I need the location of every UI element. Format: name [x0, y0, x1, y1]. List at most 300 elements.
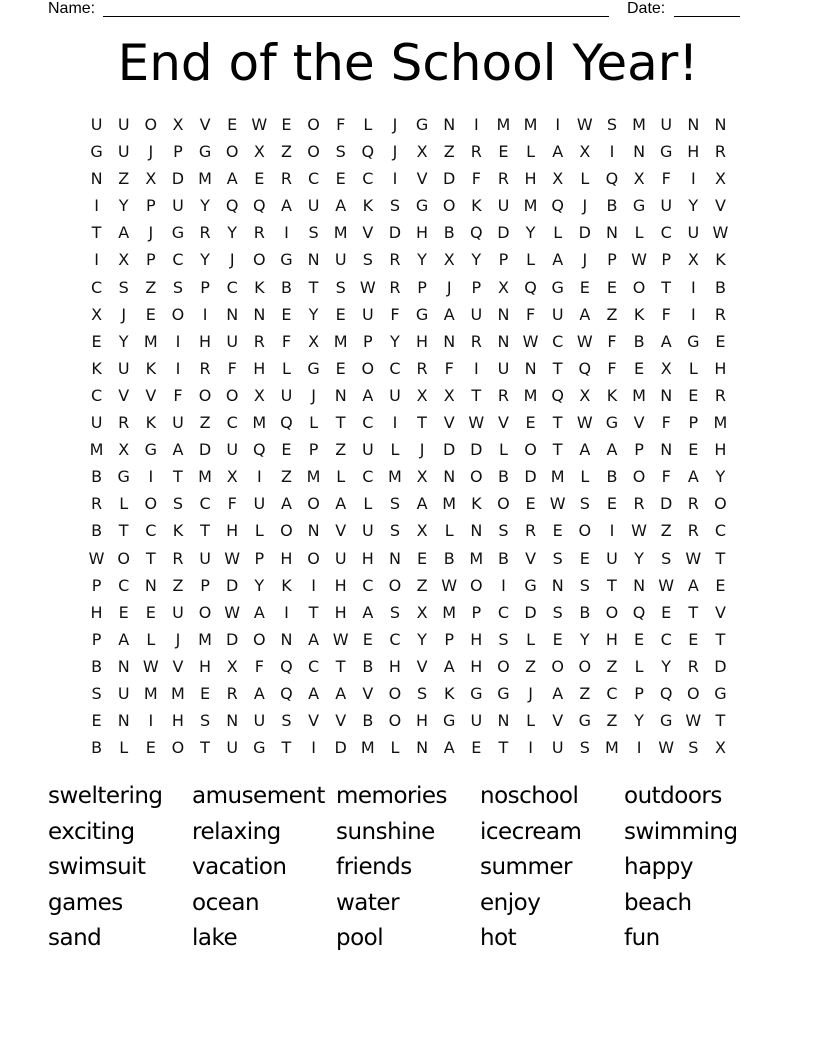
grid-letter: X — [226, 656, 238, 676]
grid-letter: J — [392, 115, 398, 134]
grid-letter: Y — [390, 331, 400, 351]
grid-letter: U — [470, 304, 483, 324]
grid-letter: Z — [280, 467, 292, 487]
grid-letter: D — [443, 440, 456, 460]
grid-letter: U — [606, 548, 618, 568]
grid-letter: L — [526, 250, 536, 270]
grid-letter: B — [579, 602, 591, 622]
grid-letter: C — [660, 629, 672, 649]
grid-letter: H — [334, 575, 347, 595]
grid-letter: W — [685, 548, 702, 568]
grid-letter: P — [634, 440, 644, 460]
grid-letter: A — [118, 629, 130, 649]
grid-letter: J — [121, 304, 127, 324]
grid-letter: I — [94, 250, 99, 270]
grid-letter: X — [253, 385, 265, 405]
grid-letter: Y — [634, 548, 644, 568]
grid-letter: N — [497, 711, 510, 731]
grid-letter: E — [145, 602, 156, 622]
grid-letter: N — [334, 385, 347, 405]
grid-letter: R — [172, 548, 184, 568]
grid-letter: L — [336, 467, 346, 487]
grid-letter: F — [390, 304, 400, 324]
grid-letter: V — [416, 169, 428, 189]
grid-letter: Y — [417, 250, 427, 270]
grid-letter: Z — [145, 277, 157, 297]
grid-letter: U — [497, 196, 510, 216]
grid-letter: M — [523, 385, 538, 405]
grid-letter: Q — [280, 656, 293, 676]
grid-letter: C — [90, 277, 103, 297]
grid-letter: Y — [227, 223, 238, 243]
grid-letter: C — [172, 250, 184, 270]
grid-letter: J — [446, 277, 452, 297]
grid-letter: F — [661, 413, 671, 433]
grid-letter: A — [335, 196, 347, 216]
grid-letter: G — [605, 413, 619, 433]
grid-letter: R — [226, 683, 238, 703]
grid-letter: E — [227, 115, 238, 134]
grid-letter: E — [525, 494, 536, 514]
grid-letter: G — [415, 196, 429, 216]
grid-letter: C — [118, 575, 130, 595]
grid-letter: X — [443, 385, 455, 405]
grid-letter: A — [416, 494, 428, 514]
grid-letter: R — [497, 385, 509, 405]
grid-letter: P — [362, 331, 373, 351]
grid-letter: O — [497, 656, 510, 676]
grid-letter: E — [661, 602, 672, 622]
grid-letter: L — [119, 738, 129, 758]
grid-letter: P — [471, 602, 482, 622]
grid-letter: X — [660, 358, 672, 378]
grid-letter: U — [117, 358, 130, 378]
grid-letter: C — [389, 629, 401, 649]
grid-letter: U — [117, 683, 130, 703]
grid-letter: L — [688, 358, 698, 378]
grid-letter: X — [416, 521, 428, 541]
grid-letter: L — [390, 738, 400, 758]
grid-letter: T — [91, 223, 102, 243]
grid-letter: O — [388, 683, 402, 703]
word-list-item: friends — [336, 854, 412, 880]
grid-letter: T — [281, 738, 292, 758]
grid-letter: Y — [118, 196, 129, 216]
grid-letter: B — [362, 711, 374, 731]
grid-letter: U — [172, 602, 184, 622]
grid-letter: F — [607, 331, 617, 351]
grid-letter: O — [524, 440, 537, 460]
grid-letter: U — [687, 223, 700, 243]
grid-letter: V — [145, 385, 157, 405]
grid-letter: U — [361, 304, 374, 324]
grid-letter: B — [497, 548, 509, 568]
grid-letter: J — [419, 440, 425, 460]
grid-letter: H — [687, 142, 700, 162]
grid-letter: L — [526, 711, 536, 731]
grid-letter: M — [198, 467, 212, 487]
grid-letter: U — [199, 548, 211, 568]
grid-letter: S — [172, 494, 184, 514]
grid-letter: Y — [715, 467, 726, 487]
grid-letter: O — [280, 521, 293, 541]
grid-letter: U — [389, 385, 401, 405]
grid-letter: K — [254, 277, 265, 297]
grid-letter: S — [579, 494, 590, 514]
grid-letter: W — [224, 548, 241, 568]
grid-letter: Q — [551, 196, 564, 216]
grid-letter: Y — [118, 331, 129, 351]
grid-letter: M — [333, 223, 348, 243]
grid-letter: Q — [361, 142, 375, 162]
grid-letter: M — [333, 331, 348, 351]
grid-letter: N — [497, 331, 510, 351]
grid-letter: G — [198, 142, 212, 162]
grid-letter: M — [550, 467, 565, 487]
grid-letter: Z — [606, 656, 618, 676]
grid-letter: Y — [579, 629, 590, 649]
grid-letter: W — [576, 115, 593, 134]
grid-letter: F — [661, 169, 671, 189]
grid-letter: V — [416, 656, 428, 676]
grid-letter: P — [91, 575, 102, 595]
grid-letter: L — [119, 494, 129, 514]
grid-letter: R — [525, 521, 537, 541]
grid-letter: C — [660, 223, 672, 243]
grid-letter: U — [361, 521, 374, 541]
grid-letter: P — [91, 629, 102, 649]
grid-letter: O — [225, 385, 239, 405]
grid-letter: A — [172, 440, 184, 460]
grid-letter: S — [606, 115, 618, 134]
grid-letter: Q — [470, 223, 483, 243]
grid-letter: X — [579, 142, 591, 162]
grid-letter: I — [311, 738, 316, 758]
grid-letter: F — [336, 115, 346, 134]
grid-letter: H — [253, 358, 266, 378]
grid-letter: I — [392, 169, 398, 189]
word-list-item: swimming — [624, 818, 738, 845]
grid-letter: M — [605, 738, 619, 758]
letter-grid — [83, 111, 734, 761]
grid-letter: Y — [471, 250, 482, 270]
grid-letter: N — [714, 115, 727, 134]
grid-letter: U — [90, 115, 103, 134]
grid-letter: G — [470, 683, 483, 703]
grid-letter: F — [525, 304, 536, 324]
grid-letter: E — [200, 683, 211, 703]
name-blank-line[interactable] — [103, 16, 609, 17]
grid-letter: J — [311, 385, 316, 405]
grid-letter: T — [552, 413, 563, 433]
grid-letter: R — [199, 358, 211, 378]
grid-letter: T — [688, 602, 699, 622]
grid-letter: W — [88, 548, 105, 568]
grid-letter: N — [280, 629, 293, 649]
grid-letter: A — [579, 304, 591, 324]
grid-letter: M — [89, 440, 104, 460]
grid-letter: A — [308, 629, 320, 649]
grid-letter: E — [606, 277, 617, 297]
grid-letter: U — [334, 548, 347, 568]
grid-letter: Z — [335, 440, 347, 460]
grid-letter: T — [200, 738, 210, 758]
grid-letter: R — [687, 521, 699, 541]
grid-letter: B — [714, 277, 726, 297]
grid-letter: I — [175, 331, 181, 351]
grid-letter: X — [118, 250, 130, 270]
grid-letter: N — [307, 521, 320, 541]
grid-letter: S — [308, 223, 319, 243]
grid-letter: G — [687, 331, 700, 351]
grid-letter: O — [578, 521, 592, 541]
grid-letter: T — [308, 277, 319, 297]
grid-letter: G — [253, 738, 266, 758]
grid-letter: R — [389, 277, 401, 297]
grid-letter: Z — [660, 521, 672, 541]
grid-letter: K — [443, 683, 455, 703]
grid-letter: K — [145, 358, 157, 378]
grid-letter: F — [471, 169, 481, 189]
date-blank-line[interactable] — [674, 16, 740, 17]
grid-letter: K — [145, 413, 157, 433]
grid-letter: B — [362, 656, 374, 676]
grid-letter: H — [714, 440, 727, 460]
grid-letter: E — [634, 358, 645, 378]
grid-letter: D — [198, 440, 212, 460]
grid-letter: R — [687, 494, 699, 514]
grid-letter: M — [496, 115, 511, 134]
grid-letter: B — [443, 548, 455, 568]
word-list-item: amusement — [192, 783, 325, 809]
grid-letter: A — [552, 683, 564, 703]
grid-letter: R — [714, 385, 726, 405]
grid-letter: H — [199, 331, 212, 351]
grid-letter: A — [280, 196, 292, 216]
grid-letter: F — [254, 656, 264, 676]
grid-letter: L — [363, 494, 373, 514]
grid-letter: W — [576, 331, 593, 351]
grid-letter: M — [469, 548, 484, 568]
grid-letter: H — [416, 331, 429, 351]
grid-letter: I — [94, 196, 99, 216]
grid-letter: H — [416, 711, 429, 731]
grid-letter: N — [90, 169, 103, 189]
grid-letter: D — [334, 738, 347, 758]
grid-letter: E — [525, 413, 536, 433]
grid-letter: A — [253, 602, 265, 622]
word-list-item: memories — [336, 783, 448, 809]
grid-letter: X — [253, 142, 265, 162]
grid-letter: R — [714, 304, 726, 324]
grid-letter: R — [687, 656, 699, 676]
grid-letter: K — [633, 304, 645, 324]
grid-letter: V — [633, 413, 645, 433]
grid-letter: G — [714, 683, 727, 703]
grid-letter: V — [335, 711, 347, 731]
grid-letter: E — [335, 169, 346, 189]
grid-letter: H — [714, 358, 727, 378]
grid-letter: G — [551, 277, 564, 297]
grid-letter: I — [148, 711, 154, 731]
grid-letter: L — [254, 521, 264, 541]
grid-letter: B — [633, 331, 645, 351]
word-list-item: sweltering — [48, 783, 163, 809]
grid-letter: R — [91, 494, 103, 514]
grid-letter: O — [361, 358, 375, 378]
grid-letter: X — [91, 304, 103, 324]
grid-letter: D — [497, 223, 510, 243]
grid-letter: M — [713, 413, 728, 433]
grid-letter: O — [198, 385, 212, 405]
grid-letter: E — [498, 142, 509, 162]
grid-letter: M — [360, 738, 375, 758]
grid-letter: V — [497, 413, 509, 433]
grid-letter: M — [143, 331, 158, 351]
grid-letter: F — [661, 467, 671, 487]
grid-letter: L — [526, 142, 536, 162]
grid-letter: L — [553, 223, 563, 243]
grid-letter: A — [606, 440, 618, 460]
grid-letter: I — [256, 467, 262, 487]
grid-letter: T — [335, 656, 346, 676]
grid-letter: W — [522, 331, 539, 351]
grid-letter: E — [362, 629, 373, 649]
grid-letter: Z — [579, 683, 591, 703]
grid-letter: S — [335, 277, 346, 297]
grid-letter: B — [280, 277, 292, 297]
grid-letter: P — [607, 250, 617, 270]
grid-letter: F — [227, 358, 237, 378]
grid-letter: C — [226, 277, 238, 297]
grid-letter: S — [661, 548, 672, 568]
grid-letter: O — [388, 711, 402, 731]
grid-letter: D — [226, 629, 239, 649]
grid-letter: P — [444, 629, 455, 649]
grid-letter: G — [524, 575, 537, 595]
grid-letter: W — [658, 738, 675, 758]
grid-letter: S — [172, 277, 184, 297]
grid-letter: V — [199, 115, 211, 134]
grid-letter: J — [582, 250, 588, 270]
grid-letter: M — [143, 683, 158, 703]
grid-letter: T — [308, 602, 319, 622]
grid-letter: A — [443, 304, 455, 324]
grid-letter: S — [389, 494, 401, 514]
grid-letter: H — [199, 656, 212, 676]
grid-letter: N — [443, 467, 456, 487]
grid-letter: Q — [225, 196, 239, 216]
grid-letter: G — [415, 304, 429, 324]
grid-letter: Q — [659, 683, 673, 703]
grid-letter: Q — [632, 602, 646, 622]
grid-letter: O — [470, 575, 483, 595]
grid-letter: H — [416, 223, 429, 243]
grid-letter: M — [198, 629, 212, 649]
grid-letter: X — [579, 385, 591, 405]
grid-letter: V — [443, 413, 455, 433]
grid-letter: M — [523, 115, 538, 134]
grid-letter: E — [688, 385, 699, 405]
grid-letter: G — [659, 711, 673, 731]
grid-letter: C — [199, 494, 211, 514]
grid-letter: S — [389, 196, 401, 216]
grid-letter: P — [471, 277, 482, 297]
word-list-item: beach — [624, 889, 692, 916]
grid-letter: I — [284, 602, 289, 622]
grid-letter: O — [632, 277, 646, 297]
grid-letter: S — [552, 602, 563, 622]
grid-letter: T — [552, 358, 563, 378]
grid-letter: I — [555, 115, 561, 134]
grid-letter: Q — [253, 196, 266, 216]
grid-letter: U — [226, 738, 239, 758]
grid-letter: C — [389, 358, 401, 378]
grid-letter: E — [417, 548, 428, 568]
grid-letter: L — [580, 467, 590, 487]
grid-letter: O — [117, 548, 130, 568]
grid-letter: P — [661, 250, 672, 270]
grid-letter: A — [308, 683, 320, 703]
grid-letter: Z — [525, 656, 537, 676]
word-list-item: games — [48, 889, 123, 916]
grid-letter: S — [281, 711, 292, 731]
grid-letter: M — [442, 602, 457, 622]
grid-letter: T — [118, 521, 129, 541]
grid-letter: O — [388, 575, 402, 595]
grid-letter: Y — [661, 656, 672, 676]
grid-letter: K — [91, 358, 102, 378]
grid-letter: D — [443, 169, 456, 189]
grid-letter: U — [551, 304, 564, 324]
grid-letter: Y — [688, 196, 699, 216]
grid-letter: E — [145, 738, 156, 758]
grid-letter: A — [552, 250, 564, 270]
grid-letter: R — [470, 331, 482, 351]
word-list-item: water — [336, 889, 400, 916]
grid-letter: V — [362, 223, 374, 243]
grid-letter: A — [552, 142, 564, 162]
grid-letter: C — [362, 413, 374, 433]
grid-letter: G — [415, 115, 429, 134]
grid-letter: Z — [443, 142, 455, 162]
grid-letter: Z — [606, 711, 618, 731]
grid-letter: U — [307, 196, 320, 216]
grid-letter: Q — [605, 169, 619, 189]
grid-letter: S — [498, 629, 509, 649]
grid-letter: S — [688, 738, 699, 758]
grid-letter: E — [715, 575, 726, 595]
grid-letter: J — [148, 223, 154, 243]
grid-letter: O — [253, 250, 266, 270]
grid-letter: N — [551, 575, 564, 595]
grid-letter: M — [171, 683, 185, 703]
grid-letter: A — [579, 440, 591, 460]
word-list-item: fun — [624, 925, 660, 951]
grid-letter: H — [470, 656, 483, 676]
grid-letter: Y — [634, 711, 644, 731]
grid-letter: R — [118, 413, 130, 433]
grid-letter: I — [148, 467, 154, 487]
grid-letter: K — [715, 250, 726, 270]
grid-letter: T — [661, 277, 672, 297]
grid-letter: V — [308, 711, 320, 731]
grid-letter: U — [497, 358, 510, 378]
grid-letter: N — [633, 575, 646, 595]
grid-letter: J — [392, 142, 398, 162]
grid-letter: Y — [200, 196, 210, 216]
grid-letter: A — [362, 602, 374, 622]
